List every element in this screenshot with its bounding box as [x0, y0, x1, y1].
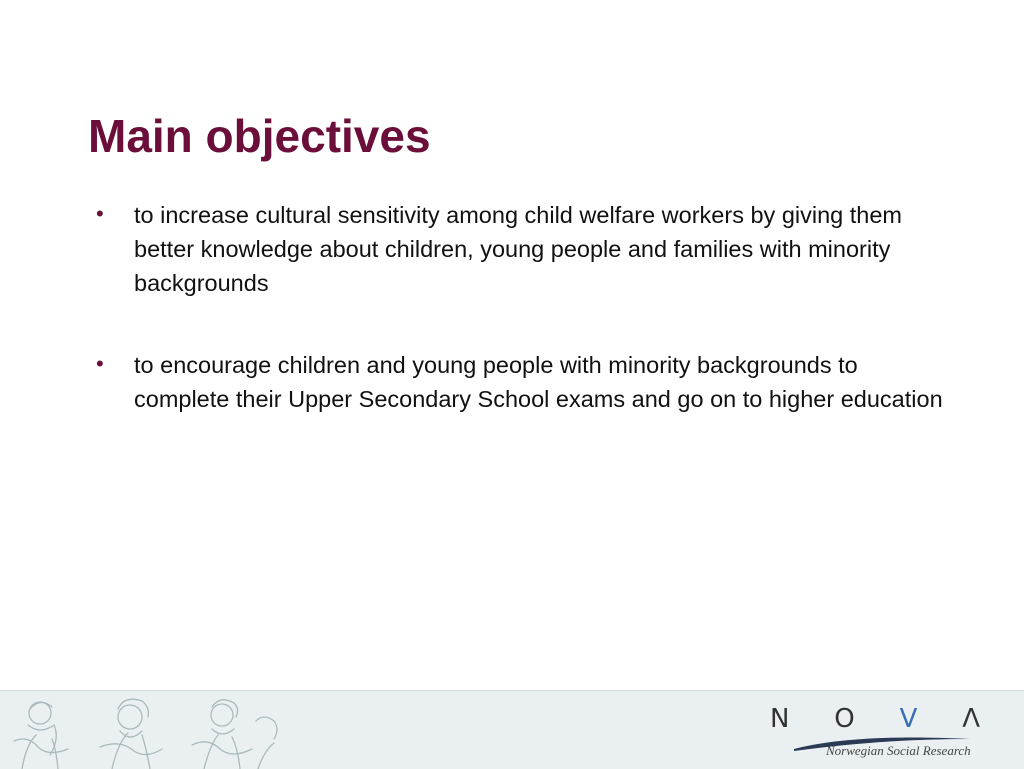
bullet-marker: •: [96, 201, 104, 226]
logo-letter: V: [899, 704, 918, 734]
logo-letter: O: [834, 704, 855, 734]
bullet-item: [96, 348, 946, 416]
logo-wordmark: [770, 703, 980, 735]
bullet-item: [96, 198, 946, 300]
bullet-text: to encourage children and young people with minority backgrounds to complete their Upper Secondary School exams and go on to higher education: [134, 352, 943, 412]
decorative-figures-image: [0, 691, 300, 769]
logo-tagline: Norwegian Social Research: [826, 743, 971, 758]
nova-logo: [770, 703, 1010, 767]
bullet-marker: •: [96, 351, 104, 376]
bullet-list: [96, 198, 946, 464]
bullet-text: to increase cultural sensitivity among child welfare workers by giving them better knowledge about children, young people and families with minority backgrounds: [134, 202, 902, 296]
footer-band: [0, 690, 1024, 769]
slide-title: Main objectives: [88, 110, 431, 162]
logo-letter: Λ: [962, 704, 980, 734]
logo-letter: N: [770, 704, 790, 734]
